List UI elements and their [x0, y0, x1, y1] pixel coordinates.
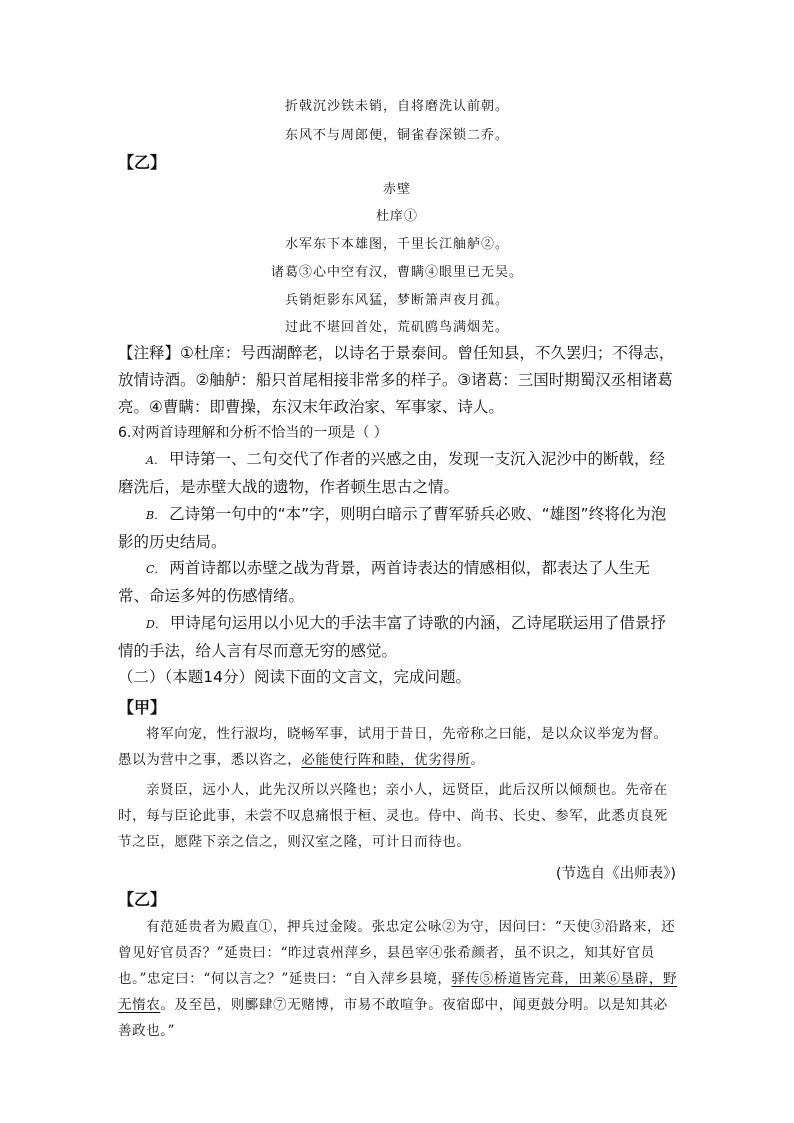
passage-jia-label: 【甲】 [118, 698, 167, 717]
poem-yi-author: 杜庠① [375, 209, 418, 224]
passage-yi-underlined: 驿传⑤桥道皆完葺，田莱⑥垦辟，野无惰农 [118, 971, 678, 1013]
passage-jia-p1-before: 将军向宠，性行淑均，晓畅军事，试用于昔日，先帝称之曰能，是以众议举宠为督。愚以为营中之事，悉以咨之， [118, 726, 668, 768]
option-b-text: 乙诗第一句中的“本”字，则明白暗示了曹军骄兵必败、“雄图”终将化为泡影的历史结局。 [118, 505, 667, 551]
passage-jia-underlined: 必能使行阵和睦，优劣得所 [301, 752, 471, 768]
option-b [118, 501, 678, 556]
passage-yi-paragraph [118, 914, 678, 1044]
poem-yi-title: 赤壁 [382, 182, 411, 197]
passage-yi-label: 【乙】 [118, 890, 167, 909]
option-a [118, 446, 678, 501]
part-2-heading: （二）（本题14分）阅读下面的文言文，完成问题。 [118, 668, 471, 686]
option-d-letter: D． [146, 618, 166, 631]
option-a-text: 甲诗第一、二句交代了作者的兴感之由，发现一支沉入泥沙中的断戟，经磨洗后，是赤壁大战的遗物，作者顿生思古之情。 [118, 450, 665, 496]
passage-jia-paragraph-2: 亲贤臣，远小人，此先汉所以兴隆也；亲小人，远贤臣，此后汉所以倾颓也。先帝在时，每与臣论此事，未尝不叹息痛恨于桓、灵也。侍中、尚书、长史、参军，此悉贞良死节之臣，愿陛下亲之信之，则汉室之隆，可计日而待也。 [118, 782, 668, 850]
option-d [118, 610, 678, 665]
passage-yi-after: 。及至邑，则鄽肆⑦无赌博，市易不敢喧争。夜宿邸中，闻更鼓分明。以是知其必善政也。” [118, 997, 668, 1039]
poem-jia-line-1: 折戟沉沙铁未销，自将磨洗认前朝。 [284, 99, 509, 114]
option-b-letter: B． [146, 509, 166, 522]
poem-yi-line-1: 水军东下本雄图，千里长江舳舻②。 [284, 237, 509, 252]
option-d-text: 甲诗尾句运用以小见大的手法丰富了诗歌的内涵，乙诗尾联运用了借景抒情的手法，给人言有尽而意无穷的感觉。 [118, 614, 666, 660]
poem-yi-line-4: 过此不堪回首处，荒矶鸥鸟满烟芜。 [284, 320, 509, 335]
passage-jia-p1-after: 。 [470, 752, 485, 768]
poem-yi-line-3: 兵销炬影东风猛，梦断箫声夜月孤。 [284, 293, 509, 308]
poem-notes: 【注释】①杜庠：号西湖醉老，以诗名于景泰间。曾任知县，不久罢归；不得志，放情诗酒。②舳舻：船只首尾相接非常多的样子。③诸葛：三国时期蜀汉丞相诸葛亮。④曹瞒：即曹操，东汉末年政治家、军事家、诗人。 [118, 344, 675, 416]
option-c-letter: C． [146, 563, 166, 576]
passage-jia-paragraph-1 [118, 721, 678, 773]
passage-yi-before: 有范延贵者为殿直①，押兵过金陵。张忠定公咏②为守，因问曰：“天使③沿路来，还曾见好官员否？”延贵曰：“昨过袁州萍乡，县邑宰④张希颜者，虽不识之，知其好官员也。”忠定曰：“何以言之？”延贵曰：“自入萍乡县境， [118, 919, 676, 987]
option-c [118, 555, 678, 610]
question-6-stem: 6.对两首诗理解和分析不恰当的一项是（ ） [118, 425, 388, 441]
passage-jia-source: (节选自《出师表》) [555, 866, 676, 882]
option-c-text: 两首诗都以赤壁之战为背景，两首诗表达的情感相似，都表达了人生无常、命运多舛的伤感情绪。 [118, 559, 650, 605]
section-yi-label: 【乙】 [118, 153, 167, 172]
poem-jia-line-2: 东风不与周郎便，铜雀春深锁二乔。 [284, 128, 509, 143]
poem-yi-line-2: 诸葛③心中空有汉，曹瞒④眼里已无吴。 [270, 265, 523, 280]
option-a-letter: A． [146, 454, 165, 467]
